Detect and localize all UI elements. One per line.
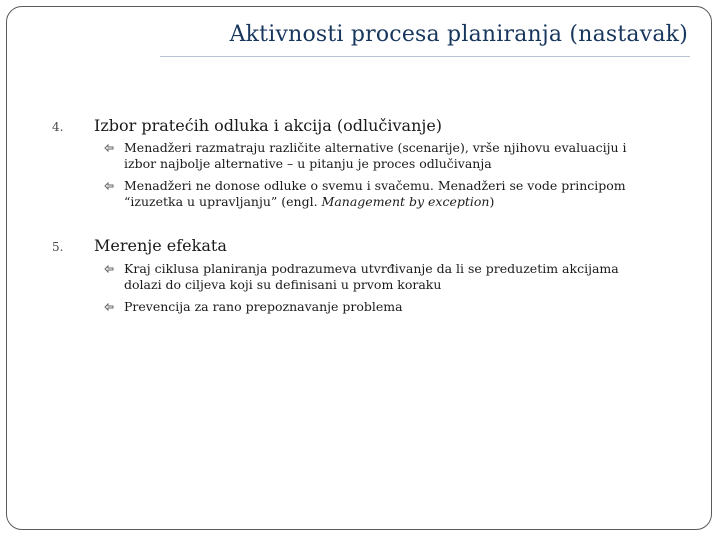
english-term: Management by exception: [321, 194, 490, 209]
bullet-text: [124, 299, 669, 315]
section-number: 5.: [52, 240, 64, 254]
bullet-line-mixed: [124, 194, 669, 210]
bullet-text: [124, 261, 669, 293]
bullet-glyph-icon: [104, 181, 114, 191]
bullet-glyph-icon: [104, 302, 114, 312]
bullet-line: Menadžeri razmatraju različite alternative (scenarije), vrše njihovu evaluaciju i: [124, 140, 627, 155]
slide-title: Aktivnosti procesa planiranja (nastavak): [229, 22, 688, 47]
bullet-glyph-icon: [104, 143, 114, 153]
section-heading: Izbor pratećih odluka i akcija (odlučivanje): [94, 116, 443, 135]
bullet-line: Prevencija za rano prepoznavanje problema: [124, 299, 403, 314]
bullet-text: [124, 178, 669, 210]
bullet-line-suffix: ): [489, 194, 495, 209]
section-heading: Merenje efekata: [94, 236, 227, 255]
section-number: 4.: [52, 120, 64, 134]
bullet-text: [124, 140, 669, 172]
bullet-line: izbor najbolje alternative – u pitanju je proces odlučivanja: [124, 156, 492, 171]
bullet-line: Menadžeri ne donose odluke o svemu i svačemu. Menadžeri se vode principom: [124, 178, 626, 193]
title-divider: [160, 56, 690, 57]
bullet-line: Kraj ciklusa planiranja podrazumeva utvrđivanje da li se preduzetim akcijama: [124, 261, 619, 276]
bullet-glyph-icon: [104, 264, 114, 274]
bullet-line-prefix: “izuzetka u upravljanju” (engl.: [124, 194, 322, 209]
bullet-line: dolazi do ciljeva koji su definisani u prvom koraku: [124, 277, 442, 292]
